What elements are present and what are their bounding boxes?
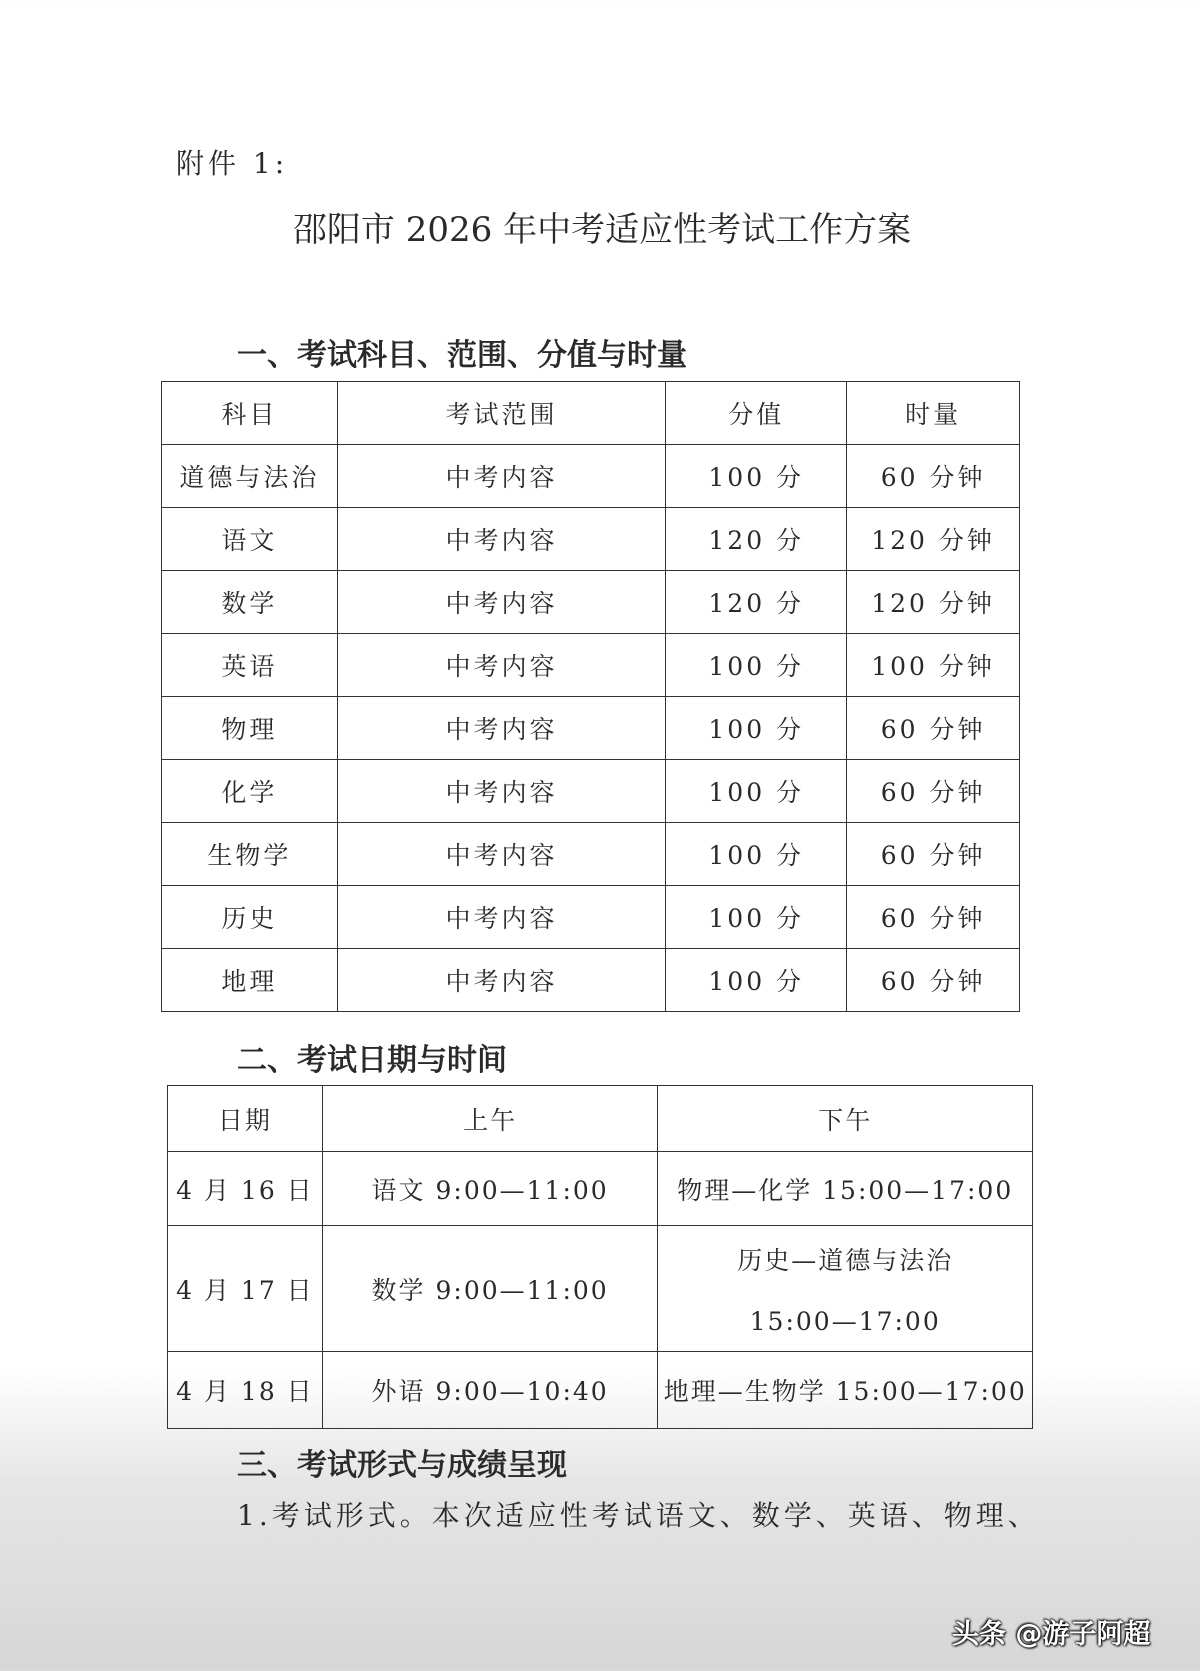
table-cell: 120 分钟 — [847, 508, 1020, 571]
morning-cell: 数学 9:00—11:00 — [322, 1226, 658, 1352]
table-cell: 60 分钟 — [847, 697, 1020, 760]
table-row — [162, 697, 1020, 760]
table-cell: 语文 — [162, 508, 338, 571]
table-cell: 中考内容 — [337, 697, 666, 760]
table-cell: 100 分 — [666, 823, 847, 886]
header-cell: 日期 — [168, 1086, 323, 1152]
schedule-table — [167, 1085, 1033, 1429]
table-cell: 中考内容 — [337, 886, 666, 949]
table-cell: 道德与法治 — [162, 445, 338, 508]
table-cell: 数学 — [162, 571, 338, 634]
afternoon-cell — [658, 1152, 1033, 1226]
table-cell: 100 分 — [666, 760, 847, 823]
table-cell: 60 分钟 — [847, 949, 1020, 1012]
table-cell: 历史 — [162, 886, 338, 949]
table-cell: 中考内容 — [337, 760, 666, 823]
table-cell: 100 分钟 — [847, 634, 1020, 697]
header-cell: 时量 — [847, 382, 1020, 445]
table-cell: 英语 — [162, 634, 338, 697]
header-cell: 下午 — [658, 1086, 1033, 1152]
table-cell: 中考内容 — [337, 949, 666, 1012]
table-row — [162, 823, 1020, 886]
table-cell: 100 分 — [666, 697, 847, 760]
table-cell: 中考内容 — [337, 634, 666, 697]
table-cell: 中考内容 — [337, 445, 666, 508]
table-cell: 120 分 — [666, 571, 847, 634]
table-row — [162, 571, 1020, 634]
attachment-label: 附件 1: — [176, 147, 289, 180]
table-cell: 120 分钟 — [847, 571, 1020, 634]
afternoon-time: 15:00—17:00 — [749, 1307, 941, 1336]
header-cell: 考试范围 — [337, 382, 666, 445]
table-cell: 中考内容 — [337, 508, 666, 571]
paragraph: 1.考试形式。本次适应性考试语文、数学、英语、物理、 — [237, 1499, 1040, 1532]
afternoon-subjects: 历史—道德与法治 — [737, 1246, 954, 1275]
section1-heading: 一、考试科目、范围、分值与时量 — [237, 338, 687, 373]
header-cell: 分值 — [666, 382, 847, 445]
section2-heading: 二、考试日期与时间 — [237, 1043, 507, 1078]
morning-cell: 语文 9:00—11:00 — [322, 1152, 658, 1226]
table-row — [162, 886, 1020, 949]
afternoon-subjects: 地理—生物学 15:00—17:00 — [663, 1377, 1027, 1406]
table-cell: 60 分钟 — [847, 823, 1020, 886]
table-row — [168, 1226, 1033, 1352]
afternoon-subjects: 物理—化学 15:00—17:00 — [677, 1175, 1014, 1205]
table-cell: 100 分 — [666, 445, 847, 508]
subjects-table — [161, 381, 1020, 1012]
table-row — [162, 634, 1020, 697]
table-cell: 100 分 — [666, 886, 847, 949]
table-cell: 60 分钟 — [847, 886, 1020, 949]
table-cell: 物理 — [162, 697, 338, 760]
table-cell: 中考内容 — [337, 823, 666, 886]
table-cell: 中考内容 — [337, 571, 666, 634]
table-row — [168, 1152, 1033, 1226]
morning-cell: 外语 9:00—10:40 — [322, 1352, 658, 1429]
table-cell: 100 分 — [666, 949, 847, 1012]
date-cell: 4 月 16 日 — [168, 1152, 323, 1226]
section3-heading: 三、考试形式与成绩呈现 — [237, 1448, 567, 1483]
table-header-row — [162, 382, 1020, 445]
table-cell: 60 分钟 — [847, 445, 1020, 508]
table-cell: 化学 — [162, 760, 338, 823]
table-cell: 地理 — [162, 949, 338, 1012]
table-cell: 生物学 — [162, 823, 338, 886]
afternoon-cell — [658, 1226, 1033, 1352]
table-cell: 100 分 — [666, 634, 847, 697]
table-row — [162, 760, 1020, 823]
table-cell: 60 分钟 — [847, 760, 1020, 823]
table-header-row — [168, 1086, 1033, 1152]
header-cell: 上午 — [322, 1086, 658, 1152]
table-row — [162, 949, 1020, 1012]
table-row — [162, 445, 1020, 508]
watermark: 头条 @游子阿超 — [952, 1619, 1151, 1650]
table-cell: 120 分 — [666, 508, 847, 571]
table-row — [168, 1352, 1033, 1429]
document-title: 邵阳市 2026 年中考适应性考试工作方案 — [292, 210, 912, 250]
date-cell: 4 月 17 日 — [168, 1226, 323, 1352]
afternoon-cell — [658, 1352, 1033, 1429]
table-row — [162, 508, 1020, 571]
date-cell: 4 月 18 日 — [168, 1352, 323, 1429]
header-cell: 科目 — [162, 382, 338, 445]
